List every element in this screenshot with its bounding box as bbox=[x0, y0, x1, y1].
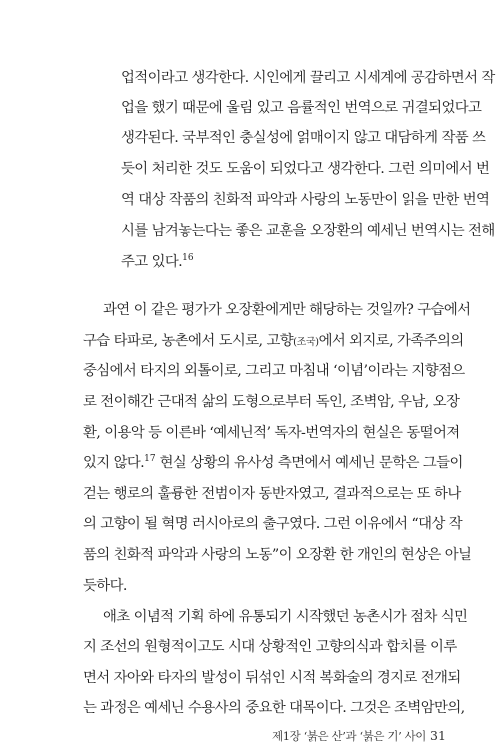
running-footer bbox=[272, 728, 446, 744]
quote-line: 역 대상 작품의 친화적 파악과 사랑의 노동만이 읽을 만한 번역 bbox=[121, 192, 490, 208]
paragraph-line: 로 전이해간 근대적 삶의 도형으로부터 독인, 조벽암, 우남, 오장 bbox=[83, 394, 460, 410]
paragraph-line: 지 조선의 원형적이고도 시대 상황적인 고향의식과 합치를 이루 bbox=[83, 639, 457, 655]
footnote-marker: 17 bbox=[144, 454, 156, 465]
paragraph-line: 품의 친화적 파악과 사랑의 노동”이 오장환 한 개인의 현상은 아닐 bbox=[83, 547, 472, 563]
text-run: 현실 상황의 유사성 측면에서 예세닌 문학은 그들이 bbox=[155, 455, 463, 471]
paragraph-line: 는 과정은 예세닌 수용사의 중요한 대목이다. 그것은 조벽암만의, bbox=[83, 700, 465, 716]
quote-text: 주고 있다. bbox=[121, 254, 183, 270]
quote-line: 듯이 처리한 것도 도움이 되었다고 생각한다. 그런 의미에서 번 bbox=[121, 161, 490, 177]
running-title: 제1장 ‘붉은 산’과 ‘붉은 기’ 사이 bbox=[272, 729, 427, 743]
paragraph-line: 중심에서 타지의 외톨이로, 그리고 마침내 ‘이념’이라는 지향점으 bbox=[83, 363, 465, 379]
paragraph-line: 과연 이 같은 평가가 오장환에게만 해당하는 것일까? 구습에서 bbox=[103, 302, 471, 318]
paragraph-line: 면서 자아와 타자의 발성이 뒤섞인 시적 복화술의 경지로 전개되 bbox=[83, 670, 461, 686]
paragraph-line bbox=[83, 453, 463, 473]
annotation-text: (조국) bbox=[293, 337, 319, 348]
paragraph-line: 듯하다. bbox=[83, 578, 127, 594]
quote-line-last bbox=[121, 252, 194, 272]
footnote-marker: 16 bbox=[182, 253, 194, 264]
text-run: 구습 타파로, 농촌에서 도시로, 고향 bbox=[83, 333, 294, 349]
text-run: 에서 외지로, 가족주의의 bbox=[318, 333, 464, 349]
paragraph-line bbox=[83, 331, 464, 353]
quote-line: 업적이라고 생각한다. 시인에게 끌리고 시세계에 공감하면서 작 bbox=[121, 70, 495, 86]
quote-line: 업을 했기 때문에 울림 있고 음률적인 번역으로 귀결되었다고 bbox=[121, 100, 482, 116]
paragraph-line: 환, 이용악 등 이른바 ‘예세닌적’ 독자-번역자의 현실은 동떨어져 bbox=[83, 425, 460, 441]
paragraph-line: 의 고향이 될 혁명 러시아로의 출구였다. 그런 이유에서 “대상 작 bbox=[83, 516, 463, 532]
quote-line: 시를 남겨놓는다는 좋은 교훈을 오장환의 예세닌 번역시는 전해 bbox=[121, 223, 495, 239]
page-number: 31 bbox=[430, 728, 446, 743]
paragraph-line: 걷는 행로의 훌륭한 전범이자 동반자였고, 결과적으로는 또 하나 bbox=[83, 486, 461, 502]
text-run: 있지 않다. bbox=[83, 455, 145, 471]
paragraph-line: 애초 이념적 기획 하에 유통되기 시작했던 농촌시가 점차 식민 bbox=[103, 609, 468, 625]
quote-line: 생각된다. 국부적인 충실성에 얽매이지 않고 대담하게 작품 쓰 bbox=[121, 130, 486, 146]
